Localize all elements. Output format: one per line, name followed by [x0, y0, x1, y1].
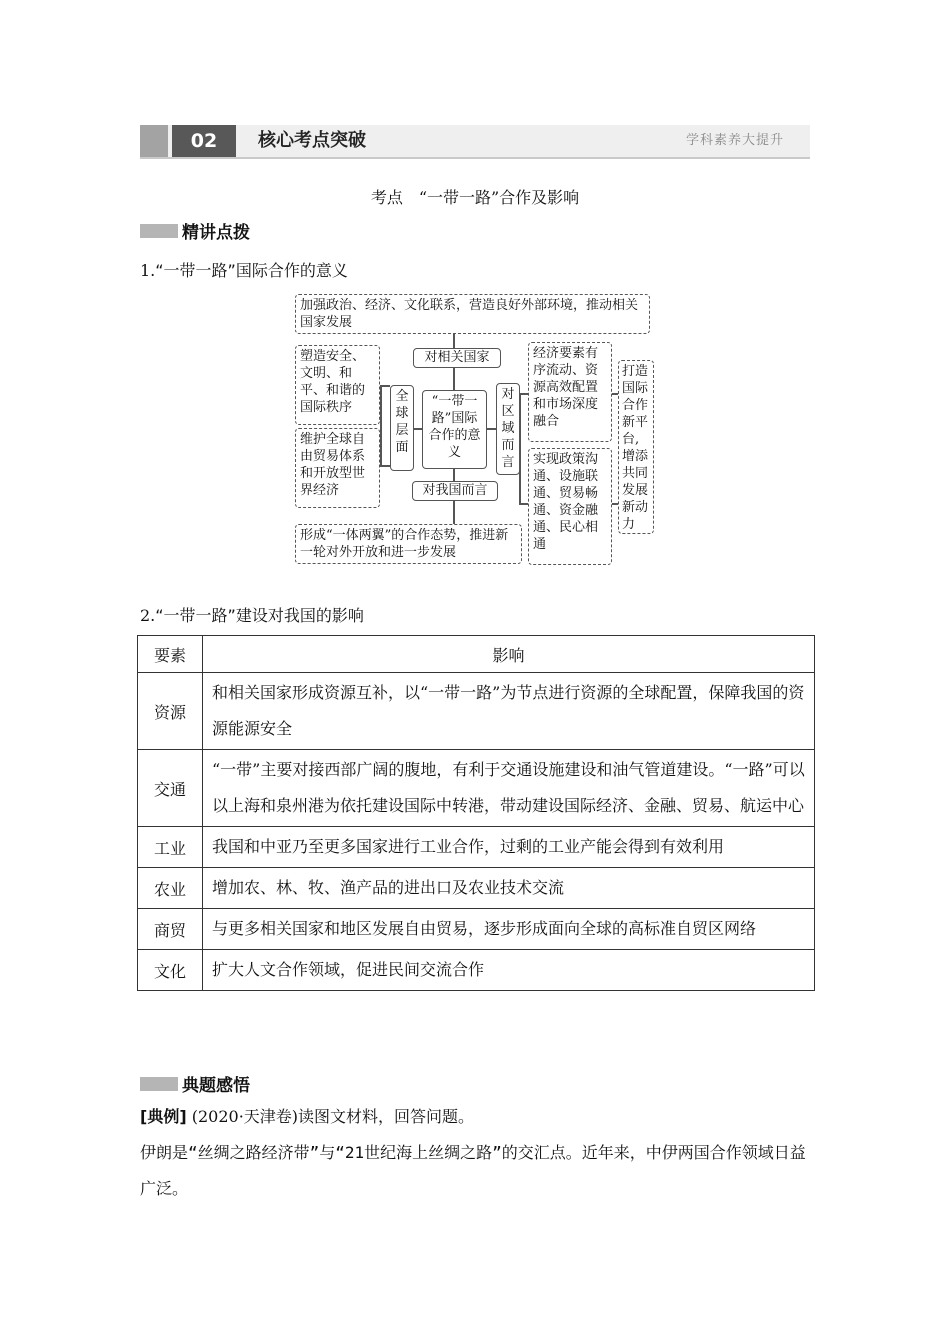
diagram-right-bottom-box: 实现政策沟通、设施联通、贸易畅通、资金融通、民心相通 [528, 448, 612, 565]
diagram-left-top-box: 塑造安全、文明、和平、和谐的国际秩序 [295, 345, 380, 425]
table-row [138, 827, 815, 868]
subsection-marker [140, 1077, 178, 1091]
table-header-row [138, 636, 815, 673]
table-cell-value: 和相关国家形成资源互补，以“一带一路”为节点进行资源的全球配置，保障我国的资源能源安全 [203, 673, 815, 750]
example-source: (2020·天津卷) [191, 1107, 299, 1126]
section-number: 02 [172, 125, 236, 157]
heading-2-text: “一带一路”建设对我国的影响 [155, 606, 364, 625]
material-paragraph: 伊朗是“丝绸之路经济带”与“21世纪海上丝绸之路”的交汇点。近年来，中伊两国合作领域日益广泛。 [140, 1143, 806, 1198]
table-cell-key: 资源 [138, 673, 203, 750]
table-row [138, 950, 815, 991]
table-header-factor: 要素 [138, 636, 203, 673]
heading-2 [140, 603, 364, 626]
table-cell-key: 农业 [138, 868, 203, 909]
example-instruction: 读图文材料，回答问题。 [298, 1107, 475, 1126]
section-header-accent [140, 125, 168, 157]
diagram-left-bottom-box: 维护全球自由贸易体系和开放型世界经济 [295, 428, 380, 508]
diagram-top-box: 加强政治、经济、文化联系，营造良好外部环境，推动相关国家发展 [295, 294, 650, 334]
heading-1 [140, 258, 348, 281]
table-cell-value: 增加农、林、牧、渔产品的进出口及农业技术交流 [203, 868, 815, 909]
diagram-label-related-countries: 对相关国家 [413, 348, 501, 368]
example-tag: [典例] [140, 1107, 187, 1126]
heading-1-number: 1. [140, 261, 156, 280]
example-line [140, 1104, 474, 1130]
diagram-label-china: 对我国而言 [412, 481, 498, 501]
subsection-marker [140, 224, 178, 238]
subsection-title-1: 精讲点拨 [182, 223, 250, 243]
diagram-far-right-box: 打造国际合作新平台,增添共同发展新动力 [618, 360, 654, 534]
table-cell-value: 我国和中亚乃至更多国家进行工业合作，过剩的工业产能会得到有效利用 [203, 827, 815, 868]
diagram-label-regional: 对区域而言 [496, 383, 520, 475]
impact-table [137, 635, 815, 991]
table-cell-value: 扩大人文合作领域，促进民间交流合作 [203, 950, 815, 991]
diagram-label-global: 全球层面 [390, 385, 414, 471]
diagram-right-top-box: 经济要素有序流动、资源高效配置和市场深度融合 [528, 342, 612, 442]
table-cell-key: 交通 [138, 750, 203, 827]
table-cell-key: 文化 [138, 950, 203, 991]
diagram-center-box: “一带一路”国际合作的意义 [422, 390, 487, 469]
section-subtitle: 学科素养大提升 [686, 133, 785, 148]
section-title: 核心考点突破 [258, 130, 366, 151]
table-row [138, 868, 815, 909]
diagram-bottom-box: 形成“一体两翼”的合作态势，推进新一轮对外开放和进一步发展 [295, 524, 522, 564]
table-row [138, 909, 815, 950]
heading-2-number: 2. [140, 606, 156, 625]
topic-title: 考点 “一带一路”合作及影响 [370, 188, 580, 207]
table-cell-key: 商贸 [138, 909, 203, 950]
table-cell-key: 工业 [138, 827, 203, 868]
table-cell-value: 与更多相关国家和地区发展自由贸易，逐步形成面向全球的高标准自贸区网络 [203, 909, 815, 950]
table-cell-value: “一带”主要对接西部广阔的腹地，有利于交通设施建设和油气管道建设。“一路”可以以上海和泉州港为依托建设国际中转港，带动建设国际经济、金融、贸易、航运中心 [203, 750, 815, 827]
table-row [138, 750, 815, 827]
heading-1-text: “一带一路”国际合作的意义 [155, 261, 348, 280]
table-row [138, 673, 815, 750]
table-header-impact: 影响 [203, 636, 815, 673]
subsection-title-2: 典题感悟 [182, 1076, 250, 1096]
